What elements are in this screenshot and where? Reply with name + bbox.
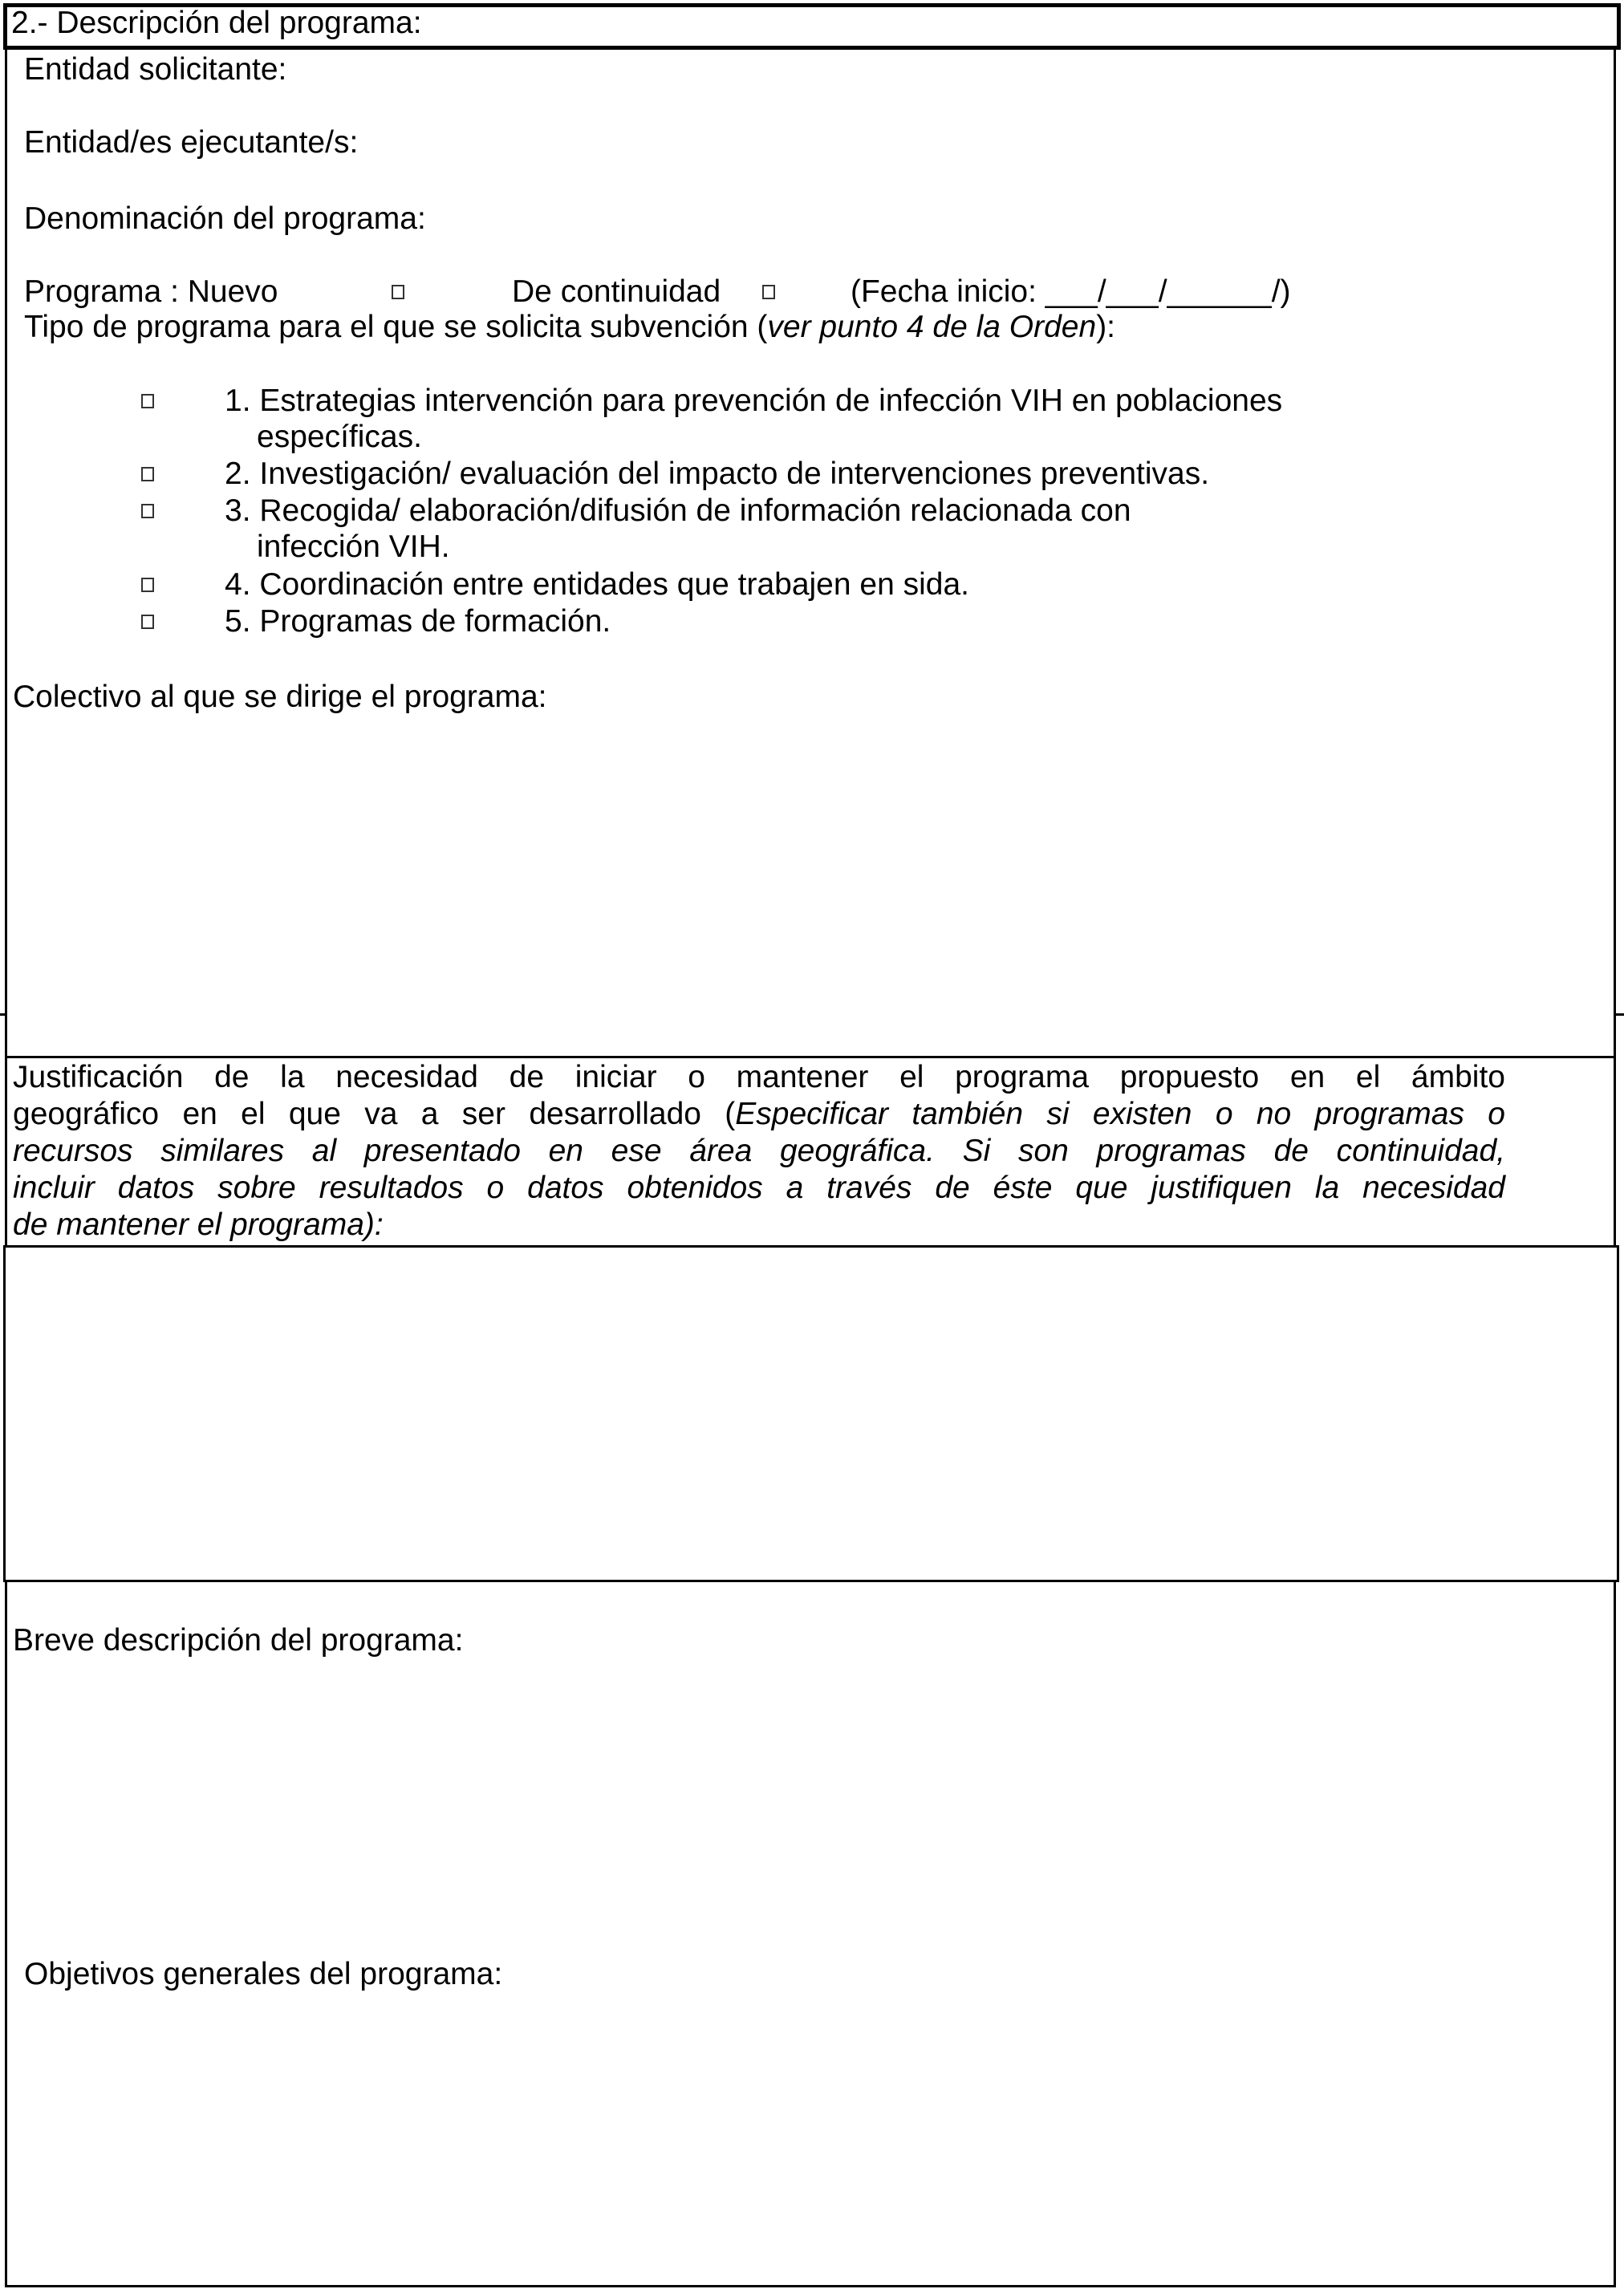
section-title: 2.- Descripción del programa: bbox=[11, 6, 422, 40]
option-1-checkbox[interactable] bbox=[141, 394, 154, 408]
option-1-label-continued: específicas. bbox=[257, 420, 422, 454]
entidades-ejecutantes-label: Entidad/es ejecutante/s: bbox=[24, 125, 359, 160]
option-2-label: 2. Investigación/ evaluación del impacto de intervenciones preventivas. bbox=[225, 457, 1210, 491]
option-4-checkbox[interactable] bbox=[141, 578, 154, 592]
justification-input-area[interactable] bbox=[3, 1245, 1619, 1582]
justification-line-2 bbox=[13, 1096, 1505, 1133]
justification-line-4: incluir datos sobre resultados o datos obtenidos a través de éste que justifiquen la necesidad bbox=[13, 1171, 1505, 1205]
justification-line-2-italic: Especificar también si existen o no programas o bbox=[735, 1097, 1505, 1131]
justification-line-3: recursos similares al presentado en ese área geográfica. Si son programas de continuidad, bbox=[13, 1134, 1505, 1168]
left-tick-mark bbox=[0, 1013, 6, 1016]
justification-line-1: Justificación de la necesidad de iniciar o mantener el programa propuesto en el ámbito bbox=[13, 1060, 1505, 1094]
objetivos-label: Objetivos generales del programa: bbox=[24, 1957, 503, 1991]
option-3-label-continued: infección VIH. bbox=[257, 530, 450, 564]
colectivo-input-area[interactable] bbox=[16, 722, 1605, 1011]
option-5-label: 5. Programas de formación. bbox=[225, 604, 611, 639]
right-tick-mark bbox=[1614, 1013, 1624, 1016]
breve-descripcion-input-area[interactable] bbox=[16, 1666, 1605, 1938]
option-3-checkbox[interactable] bbox=[141, 504, 154, 518]
fecha-inicio-field: (Fecha inicio: ___/___/______/) bbox=[851, 274, 1291, 309]
justification-line-5: de mantener el programa): bbox=[13, 1207, 384, 1242]
option-1-label: 1. Estrategias intervención para prevención de infección VIH en poblaciones bbox=[225, 384, 1283, 418]
nuevo-checkbox[interactable] bbox=[392, 285, 404, 299]
denominacion-label: Denominación del programa: bbox=[24, 201, 426, 236]
continuidad-label: De continuidad bbox=[512, 274, 721, 309]
objetivos-input-area[interactable] bbox=[16, 1999, 1605, 2272]
option-3-label: 3. Recogida/ elaboración/difusión de información relacionada con bbox=[225, 493, 1131, 528]
tipo-programa-italic: ver punto 4 de la Orden bbox=[767, 310, 1097, 344]
option-4-label: 4. Coordinación entre entidades que trabajen en sida. bbox=[225, 567, 969, 602]
justification-line-2-normal: geográfico en el que va a ser desarrollado ( bbox=[13, 1097, 736, 1131]
option-2-checkbox[interactable] bbox=[141, 467, 154, 481]
programa-nuevo-label: Programa : Nuevo bbox=[24, 274, 278, 309]
option-5-checkbox[interactable] bbox=[141, 615, 154, 629]
tipo-programa-suffix: ): bbox=[1096, 310, 1116, 344]
breve-descripcion-label: Breve descripción del programa: bbox=[13, 1623, 464, 1658]
colectivo-label: Colectivo al que se dirige el programa: bbox=[13, 680, 547, 714]
continuidad-checkbox[interactable] bbox=[762, 285, 775, 299]
entidad-solicitante-label: Entidad solicitante: bbox=[24, 52, 287, 87]
tipo-programa-prefix: Tipo de programa para el que se solicita subvención ( bbox=[24, 310, 768, 344]
tipo-programa-label bbox=[24, 309, 1115, 346]
